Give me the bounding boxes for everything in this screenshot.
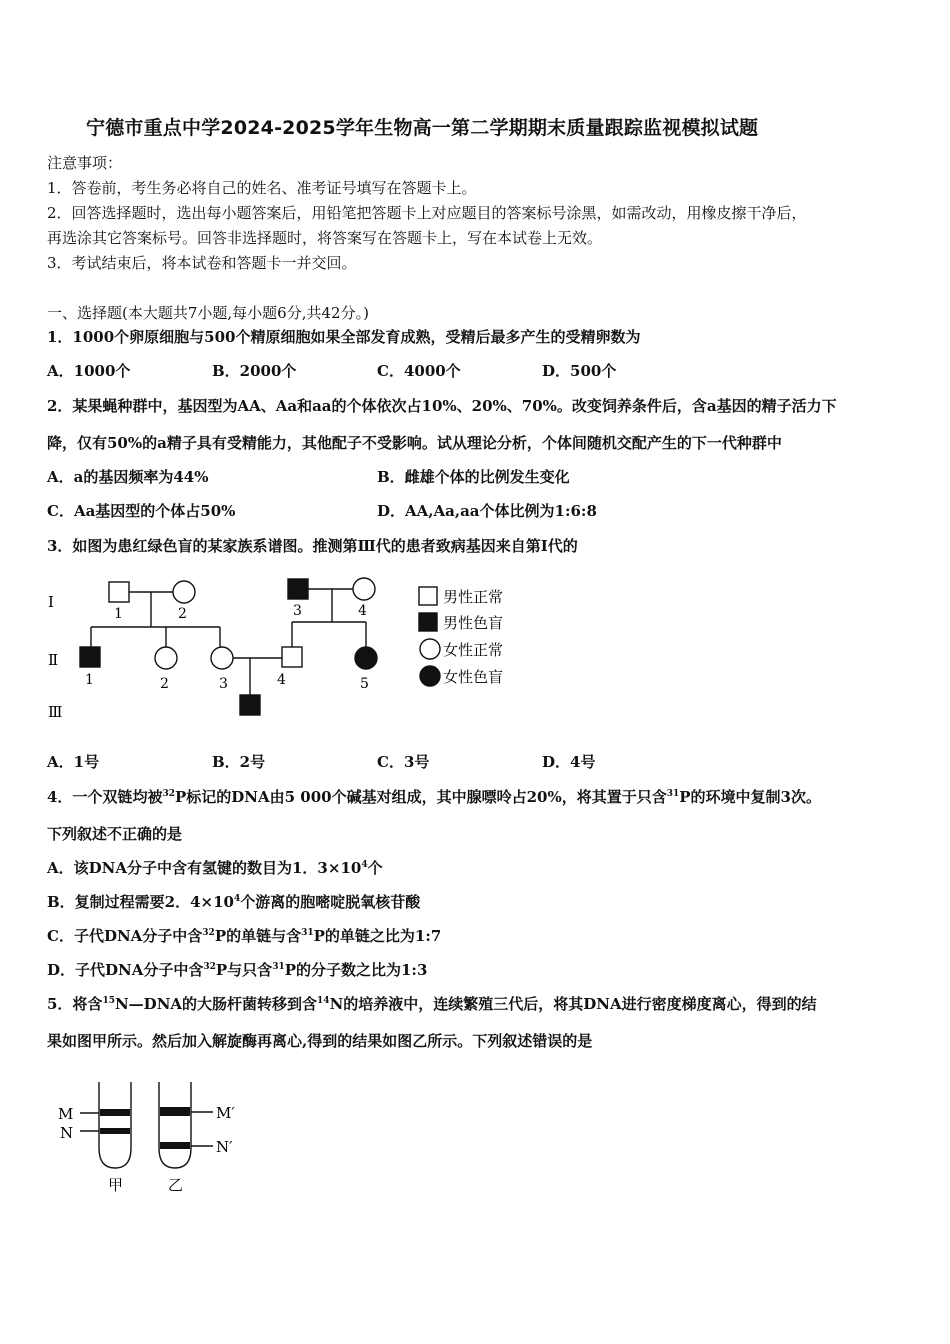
q5-stem-line1: 5．将含$^{15}$N—DNA的大肠杆菌转移到含$^{14}$N的培养液中，连续繁殖三代后，将其DNA进行密度梯度离心，得到的结	[47, 995, 817, 1013]
q2-option-c: C．Aa基因型的个体占50%	[47, 502, 236, 520]
generation-label-1: Ⅰ	[48, 593, 54, 611]
gen2-female-2	[155, 647, 177, 669]
gen1-number-4: 4	[358, 603, 367, 619]
generation-label-2: Ⅱ	[48, 651, 59, 669]
page-title: 宁德市重点中学2024-2025学年生物高一第二学期期末质量跟踪监视模拟试题	[86, 117, 759, 139]
pedigree-chart	[40, 565, 530, 730]
gen1-number-1: 1	[114, 606, 123, 622]
section-heading: 一、选择题(本大题共7小题,每小题6分,共42分。)	[47, 304, 369, 322]
q1-stem: 1．1000个卵原细胞与500个精原细胞如果全部发育成熟，受精后最多产生的受精卵数为	[47, 328, 641, 346]
q4-option-d: D．子代DNA分子中含$^{32}$P与只含$^{31}$P的分子数之比为1:3	[47, 961, 428, 979]
notice-item-3: 3．考试结束后，将本试卷和答题卡一并交回。	[47, 254, 357, 272]
q3-option-c: C．3号	[377, 753, 430, 771]
gen1-number-3: 3	[293, 603, 302, 619]
gen2-number-5: 5	[360, 676, 369, 692]
legend-male-normal-icon	[419, 587, 437, 605]
legend-female-colorblind: 女性色盲	[443, 668, 504, 686]
legend-male-normal: 男性正常	[443, 588, 504, 606]
legend-male-colorblind-icon	[419, 613, 437, 631]
gen2-female-5	[355, 647, 377, 669]
gen1-male-3	[288, 579, 308, 599]
gen2-number-1: 1	[85, 672, 94, 688]
q4-stem-line1: 4．一个双链均被$^{32}$P标记的DNA由5 000个碱基对组成，其中腺嘌呤占20%，将其置于只含$^{31}$P的环境中复制3次。	[47, 788, 821, 806]
notice-item-1: 1．答卷前，考生务必将自己的姓名、准考证号填写在答题卡上。	[47, 179, 477, 197]
q4-option-a: A．该DNA分子中含有氢键的数目为1．$3\times 10^4$个	[47, 859, 383, 877]
gen2-male-1	[80, 647, 100, 667]
band-m-prime	[160, 1107, 190, 1116]
gen2-female-3	[211, 647, 233, 669]
legend-male-colorblind: 男性色盲	[443, 614, 504, 632]
label-m: M	[58, 1105, 74, 1123]
band-n-prime	[160, 1142, 190, 1149]
q3-option-a: A．1号	[47, 753, 100, 771]
q2-option-a: A．a的基因频率为44%	[47, 468, 209, 486]
q2-option-b: B．雌雄个体的比例发生变化	[377, 468, 570, 486]
label-jia: 甲	[108, 1176, 124, 1194]
notice-heading: 注意事项：	[47, 154, 123, 172]
label-n: N	[60, 1124, 74, 1142]
legend-female-colorblind-icon	[420, 666, 440, 686]
q2-stem-line1: 2．某果蝇种群中，基因型为AA、Aa和aa的个体依次占10%、20%、70%。改变饲养条件后，含a基因的精子活力下	[47, 397, 837, 415]
q3-option-b: B．2号	[212, 753, 266, 771]
label-m-prime: M′	[216, 1104, 235, 1122]
gen1-male-1	[109, 582, 129, 602]
gen1-number-2: 2	[178, 606, 187, 622]
tube-yi	[159, 1082, 191, 1168]
q4-option-b: B．复制过程需要2．$4\times 10^4$个游离的胞嘧啶脱氧核苷酸	[47, 893, 421, 911]
q1-option-b: B．2000个	[212, 362, 297, 380]
q5-stem-line2: 果如图甲所示。然后加入解旋酶再离心,得到的结果如图乙所示。下列叙述错误的是	[47, 1032, 593, 1050]
q4-stem-line2: 下列叙述不正确的是	[47, 825, 183, 843]
q1-option-d: D．500个	[542, 362, 617, 380]
q3-stem: 3．如图为患红绿色盲的某家族系谱图。推测第Ⅲ代的患者致病基因来自第Ⅰ代的	[47, 537, 578, 555]
q1-option-a: A．1000个	[47, 362, 131, 380]
gen2-number-2: 2	[160, 676, 169, 692]
q1-option-c: C．4000个	[377, 362, 461, 380]
gen2-male-4	[282, 647, 302, 667]
gen3-male-affected	[240, 695, 260, 715]
q2-option-d: D．AA,Aa,aa个体比例为1:6:8	[377, 502, 597, 520]
label-yi: 乙	[168, 1176, 184, 1194]
notice-item-2: 2．回答选择题时，选出每小题答案后，用铅笔把答题卡上对应题目的答案标号涂黑，如需改动，用橡皮擦干净后，	[47, 204, 807, 222]
generation-label-3: Ⅲ	[48, 703, 63, 721]
notice-item-2-cont: 再选涂其它答案标号。回答非选择题时，将答案写在答题卡上，写在本试卷上无效。	[47, 229, 603, 247]
q2-stem-line2: 降，仅有50%的a精子具有受精能力，其他配子不受影响。试从理论分析，个体间随机交配产生的下一代种群中	[47, 434, 782, 452]
q4-option-c: C．子代DNA分子中含$^{32}$P的单链与含$^{31}$P的单链之比为1:7	[47, 927, 442, 945]
q3-option-d: D．4号	[542, 753, 596, 771]
band-m	[100, 1109, 130, 1116]
label-n-prime: N′	[216, 1138, 233, 1156]
gen1-female-4	[353, 578, 375, 600]
legend-female-normal: 女性正常	[443, 641, 504, 659]
gen2-number-3: 3	[219, 676, 228, 692]
gen2-number-4: 4	[277, 672, 286, 688]
gen1-female-2	[173, 581, 195, 603]
centrifuge-tubes-figure	[50, 1078, 250, 1198]
band-n	[100, 1128, 130, 1134]
legend-female-normal-icon	[420, 639, 440, 659]
tube-jia	[99, 1082, 131, 1168]
